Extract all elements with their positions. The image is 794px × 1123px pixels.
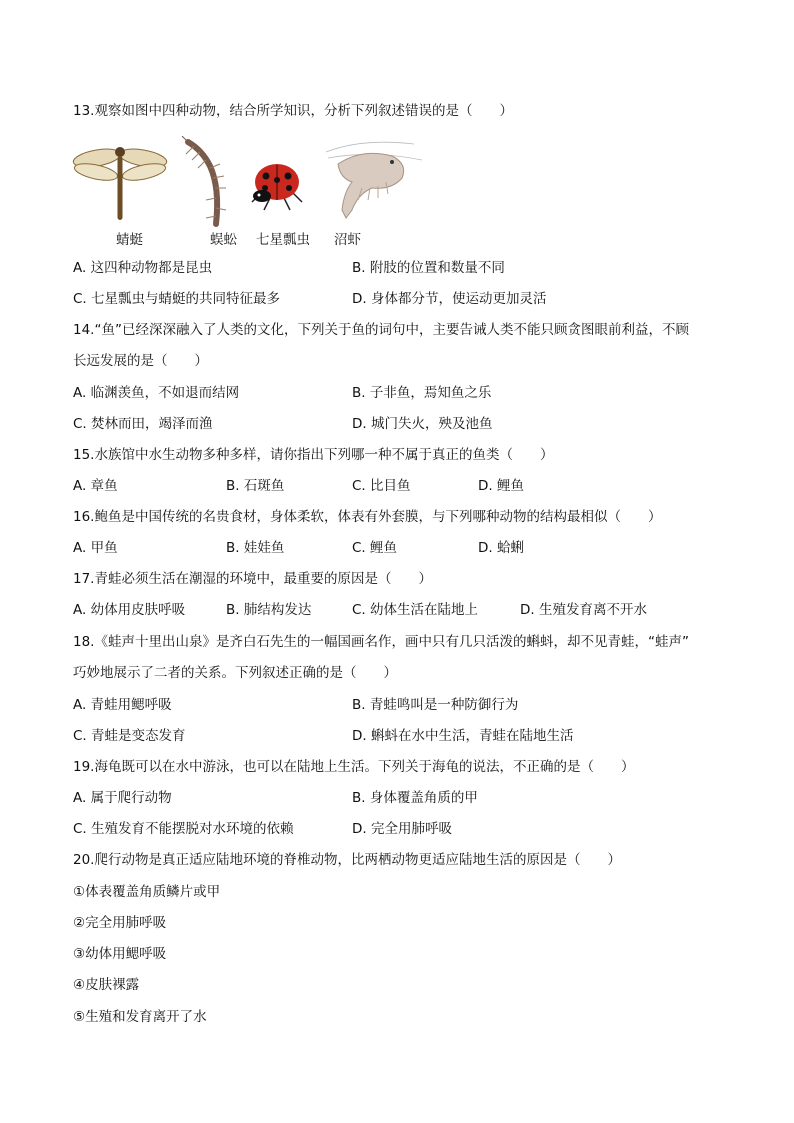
q19-option-a: A. 属于爬行动物 (73, 790, 172, 806)
q16-option-b: B. 娃娃鱼 (226, 540, 285, 556)
q16-option-c: C. 鲤鱼 (352, 540, 398, 556)
caption-ladybug: 七星瓢虫 (256, 232, 310, 248)
caption-shrimp: 沼虾 (334, 232, 361, 248)
q15-option-a: A. 章鱼 (73, 478, 118, 494)
q20-item-4: ④皮肤裸露 (73, 977, 140, 993)
q16-stem: 16.鲍鱼是中国传统的名贵食材，身体柔软，体表有外套膜，与下列哪种动物的结构最相似（ ） (73, 509, 662, 525)
q20-item-1: ①体表覆盖角质鳞片或甲 (73, 884, 221, 900)
q18-stem-line1: 18.《蛙声十里出山泉》是齐白石先生的一幅国画名作，画中只有几只活泼的蝌蚪，却不见青蛙，“蛙声” (73, 634, 689, 650)
q17-option-a: A. 幼体用皮肤呼吸 (73, 602, 186, 618)
q13-stem: 13.观察如图中四种动物，结合所学知识，分析下列叙述错误的是（ ） (73, 103, 513, 119)
q15-option-d: D. 鲤鱼 (478, 478, 524, 494)
q13-figure (70, 134, 440, 246)
shrimp-image (322, 134, 426, 224)
q17-option-c: C. 幼体生活在陆地上 (352, 602, 479, 618)
q14-option-a: A. 临渊羡鱼，不如退而结网 (73, 385, 240, 401)
q14-stem-line1: 14.“鱼”已经深深融入了人类的文化，下列关于鱼的词句中，主要告诫人类不能只顾贪图眼前利益，不顾 (73, 322, 689, 338)
caption-dragonfly: 蜻蜓 (116, 232, 143, 248)
q16-option-d: D. 蛤蜊 (478, 540, 524, 556)
q13-option-b: B. 附肢的位置和数量不同 (352, 260, 505, 276)
q14-option-b: B. 子非鱼，焉知鱼之乐 (352, 385, 492, 401)
q13-option-a: A. 这四种动物都是昆虫 (73, 260, 213, 276)
q17-option-d: D. 生殖发育离不开水 (520, 602, 647, 618)
q14-option-d: D. 城门失火，殃及池鱼 (352, 416, 493, 432)
q19-stem: 19.海龟既可以在水中游泳，也可以在陆地上生活。下列关于海龟的说法，不正确的是（ ） (73, 759, 635, 775)
q20-item-5: ⑤生殖和发育离开了水 (73, 1009, 207, 1025)
centipede-image (180, 136, 230, 228)
q19-option-c: C. 生殖发育不能摆脱对水环境的依赖 (73, 821, 294, 837)
q17-option-b: B. 肺结构发达 (226, 602, 312, 618)
q20-item-2: ②完全用肺呼吸 (73, 915, 167, 931)
q14-stem-line2: 长远发展的是（ ） (73, 353, 208, 369)
q17-stem: 17.青蛙必须生活在潮湿的环境中，最重要的原因是（ ） (73, 571, 432, 587)
q19-option-b: B. 身体覆盖角质的甲 (352, 790, 478, 806)
q15-option-c: C. 比目鱼 (352, 478, 411, 494)
q20-stem: 20.爬行动物是真正适应陆地环境的脊椎动物，比两栖动物更适应陆地生活的原因是（ ） (73, 852, 621, 868)
q18-option-d: D. 蝌蚪在水中生活，青蛙在陆地生活 (352, 728, 574, 744)
q18-option-c: C. 青蛙是变态发育 (73, 728, 186, 744)
q15-option-b: B. 石斑鱼 (226, 478, 285, 494)
ladybug-image (248, 158, 306, 212)
q19-option-d: D. 完全用肺呼吸 (352, 821, 452, 837)
q13-option-d: D. 身体都分节，使运动更加灵活 (352, 291, 547, 307)
q14-option-c: C. 焚林而田，竭泽而渔 (73, 416, 213, 432)
q15-stem: 15.水族馆中水生动物多种多样，请你指出下列哪一种不属于真正的鱼类（ ） (73, 447, 554, 463)
q13-option-c: C. 七星瓢虫与蜻蜓的共同特征最多 (73, 291, 281, 307)
q16-option-a: A. 甲鱼 (73, 540, 118, 556)
q20-item-3: ③幼体用鳃呼吸 (73, 946, 167, 962)
caption-centipede: 蜈蚣 (210, 232, 237, 248)
q18-option-a: A. 青蛙用鳃呼吸 (73, 697, 172, 713)
q18-option-b: B. 青蛙鸣叫是一种防御行为 (352, 697, 519, 713)
dragonfly-image (72, 138, 168, 224)
q18-stem-line2: 巧妙地展示了二者的关系。下列叙述正确的是（ ） (73, 665, 397, 681)
